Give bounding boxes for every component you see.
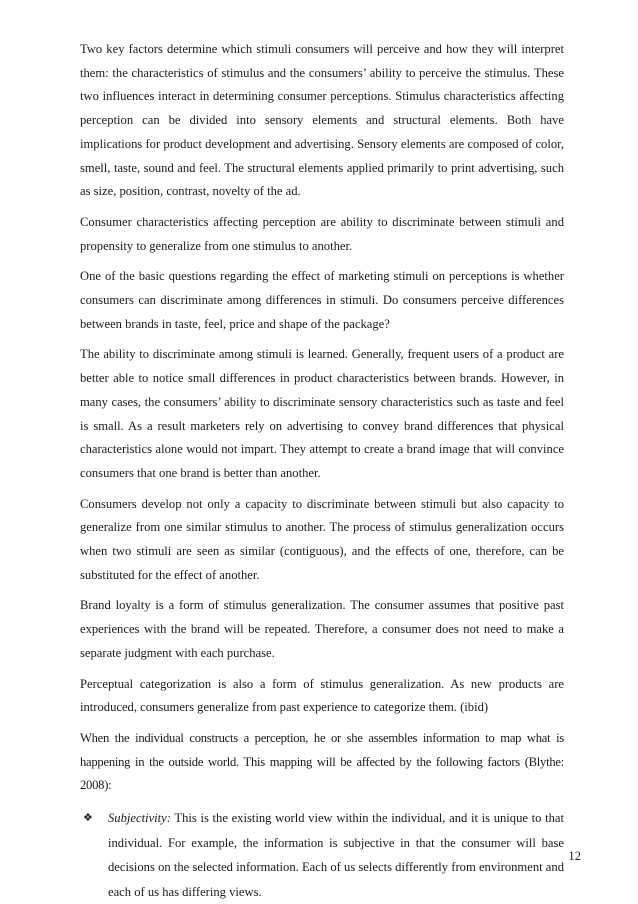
page-number: 12 xyxy=(568,849,581,863)
paragraph: Consumers develop not only a capacity to discriminate between stimuli but also capacity to generalize from one similar stimulus to another. The process of stimulus generalization occurs when two stimuli are seen as similar (contiguous), and the effects of one, therefore, can be substituted for the effect of another. xyxy=(80,496,564,582)
paragraph: Consumer characteristics affecting perception are ability to discriminate between stimuli and propensity to generalize from one stimulus to another. xyxy=(80,214,564,253)
paragraph: Brand loyalty is a form of stimulus generalization. The consumer assumes that positive past experiences with the brand will be repeated. Therefore, a consumer does not need to make a separate judgment with each purchase. xyxy=(80,598,564,660)
paragraph: The ability to discriminate among stimuli is learned. Generally, frequent users of a product are better able to notice small differences in product characteristics between brands. However, in many cases, the consumers’ ability to discriminate sensory characteristics such as taste and feel is small. As a result marketers rely on advertising to convey brand differences that physical characteristics alone would not impart. They attempt to create a brand image that will convince consumers that one brand is better than another. xyxy=(80,347,564,480)
paragraph: One of the basic questions regarding the effect of marketing stimuli on perceptions is whether consumers can discriminate among differences in stimuli. Do consumers perceive differences between brands in taste, feel, price and shape of the package? xyxy=(80,269,564,331)
bullet-item xyxy=(80,806,564,904)
bullet-term: Subjectivity: xyxy=(108,811,171,826)
paragraph: When the individual constructs a perception, he or she assembles information to map what is happening in the outside world. This mapping will be affected by the following factors (Blythe: 2008): xyxy=(80,730,564,793)
paragraph: Two key factors determine which stimuli consumers will perceive and how they will interpret them: the characteristics of stimulus and the consumers’ ability to perceive the stimulus. These two influences interact in determining consumer perceptions. Stimulus characteristics affecting perception can be divided into sensory elements and structural elements. Both have implications for product development and advertising. Sensory elements are composed of color, smell, taste, sound and feel. The structural elements applied primarily to print advertising, such as size, position, contrast, novelty of the ad. xyxy=(80,42,564,199)
document-page xyxy=(80,38,564,904)
bullet-text: This is the existing world view within the individual, and it is unique to that individual. For example, the information is subjective in that the consumer will base decisions on the selected information. Each of us selects differently from environment and each of us has differing views. xyxy=(108,811,564,899)
diamond-bullet-icon: ❖ xyxy=(83,812,93,825)
paragraph: Perceptual categorization is also a form of stimulus generalization. As new products are introduced, consumers generalize from past experience to categorize them. (ibid) xyxy=(80,676,564,715)
